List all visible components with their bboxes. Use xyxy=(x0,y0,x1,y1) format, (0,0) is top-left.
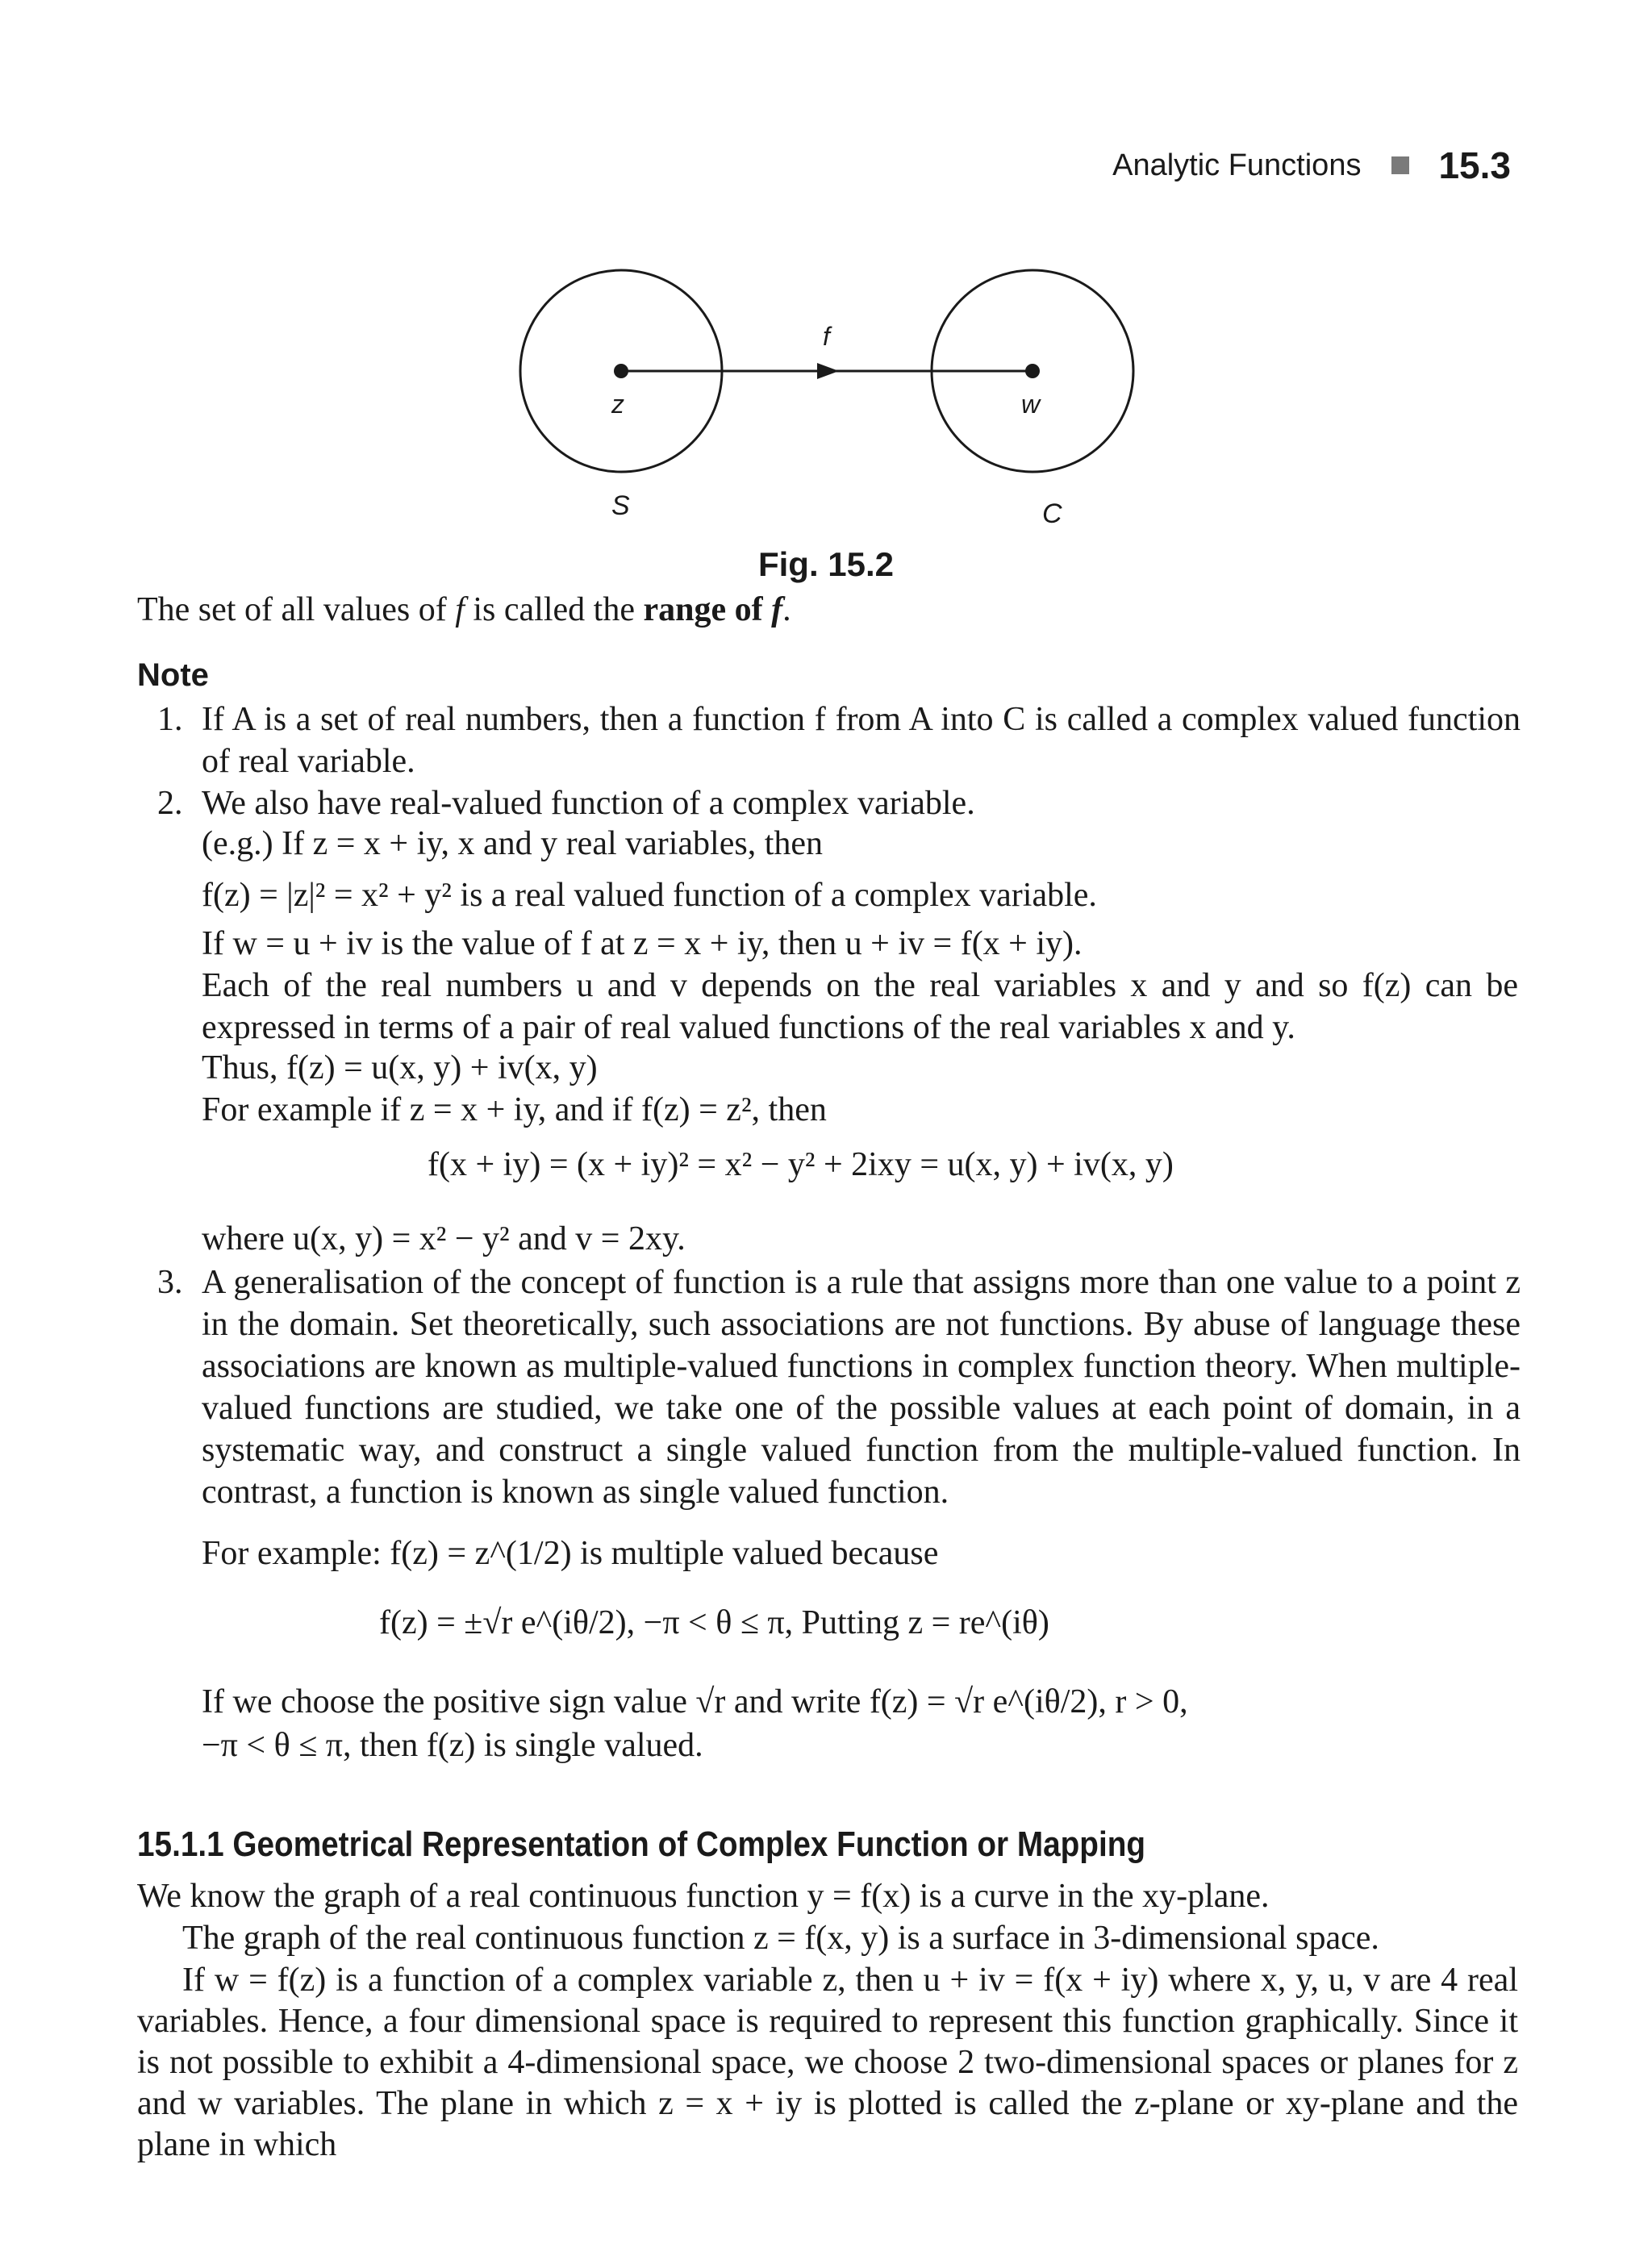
label-s: S xyxy=(611,490,630,521)
header-square-icon xyxy=(1391,156,1409,174)
note-item-3: 3. A generalisation of the concept of function is a rule that assigns more than one value to a point z in the domain. Set theoretically, such associations are not functions. By abuse of language these associations are known as multiple-valued functions in complex function theory. When multiple-valued functions are studied, we take one of the possible values at each point of domain, in a systematic way, and construct a single valued function from the multiple-valued function. In contrast, a function is known as single valued function. xyxy=(157,1264,1521,1511)
section-para-2: The graph of the real continuous function z = f(x, y) is a surface in 3-dimensional space. xyxy=(182,1920,1379,1957)
range-sentence: The set of all values of f is called the range of f. xyxy=(137,591,791,628)
label-z: z xyxy=(611,390,624,419)
note-item-1: 1. If A is a set of real numbers, then a function f from A into C is called a complex valued function of real variable. xyxy=(157,701,1521,780)
note-3-example: For example: f(z) = z^(1/2) is multiple valued because xyxy=(202,1535,939,1572)
note-2-line-6: Thus, f(z) = u(x, y) + iv(x, y) xyxy=(202,1049,598,1086)
note-2-line-3: f(z) = |z|² = x² + y² is a real valued function of a complex variable. xyxy=(202,877,1097,914)
mapping-diagram xyxy=(500,258,1162,532)
note-2-line-7: For example if z = x + iy, and if f(z) = z², then xyxy=(202,1091,827,1128)
note-3-end: −π < θ ≤ π, then f(z) is single valued. xyxy=(202,1727,703,1764)
point-z xyxy=(614,364,628,378)
note-heading: Note xyxy=(137,657,209,693)
note-2-formula: f(x + iy) = (x + iy)² = x² − y² + 2ixy = u(x, y) + iv(x, y) xyxy=(428,1146,1174,1183)
running-header xyxy=(1112,144,1511,187)
page-number: 15.3 xyxy=(1438,144,1511,186)
arrow-head-icon xyxy=(817,363,839,379)
section-heading: 15.1.1 Geometrical Representation of Complex Function or Mapping xyxy=(137,1824,1146,1864)
section-para-1: We know the graph of a real continuous function y = f(x) is a curve in the xy-plane. xyxy=(137,1878,1270,1915)
note-2-line-2: (e.g.) If z = x + iy, x and y real variables, then xyxy=(202,825,824,862)
note-3-formula: f(z) = ±√r e^(iθ/2), −π < θ ≤ π, Putting z = re^(iθ) xyxy=(379,1604,1049,1641)
note-2-line-5: Each of the real numbers u and v depends on the real variables x and y and so f(z) can be expressed in terms of a pair of real valued functions of the real variables x and y. xyxy=(202,967,1518,1046)
figure-caption: Fig. 15.2 xyxy=(757,545,895,583)
note-list xyxy=(157,698,1521,824)
note-2-line-9: where u(x, y) = x² − y² and v = 2xy. xyxy=(202,1220,686,1257)
header-title: Analytic Functions xyxy=(1112,148,1362,182)
section-para-3: If w = f(z) is a function of a complex variable z, then u + iv = f(x + iy) where x, y, u, v are 4 real variables. Hence, a four dimensional space is required to represent this function graphically. Since it is not possible to exhibit a 4-dimensional space, we choose 2 two-dimensional spaces or planes for z and w variables. The plane in which z = x + iy is plotted is called the z-plane or xy-plane and the plane in which xyxy=(137,1962,1518,2163)
note-2-line-4: If w = u + iv is the value of f at z = x + iy, then u + iv = f(x + iy). xyxy=(202,925,1083,962)
label-w: w xyxy=(1021,390,1041,419)
note-list-cont xyxy=(157,1261,1521,1513)
note-3-choose: If we choose the positive sign value √r and write f(z) = √r e^(iθ/2), r > 0, xyxy=(202,1683,1188,1720)
label-f: f xyxy=(823,322,830,351)
point-w xyxy=(1025,364,1040,378)
note-item-2: 2. We also have real-valued function of a complex variable. xyxy=(157,785,975,822)
label-c: C xyxy=(1042,498,1062,529)
